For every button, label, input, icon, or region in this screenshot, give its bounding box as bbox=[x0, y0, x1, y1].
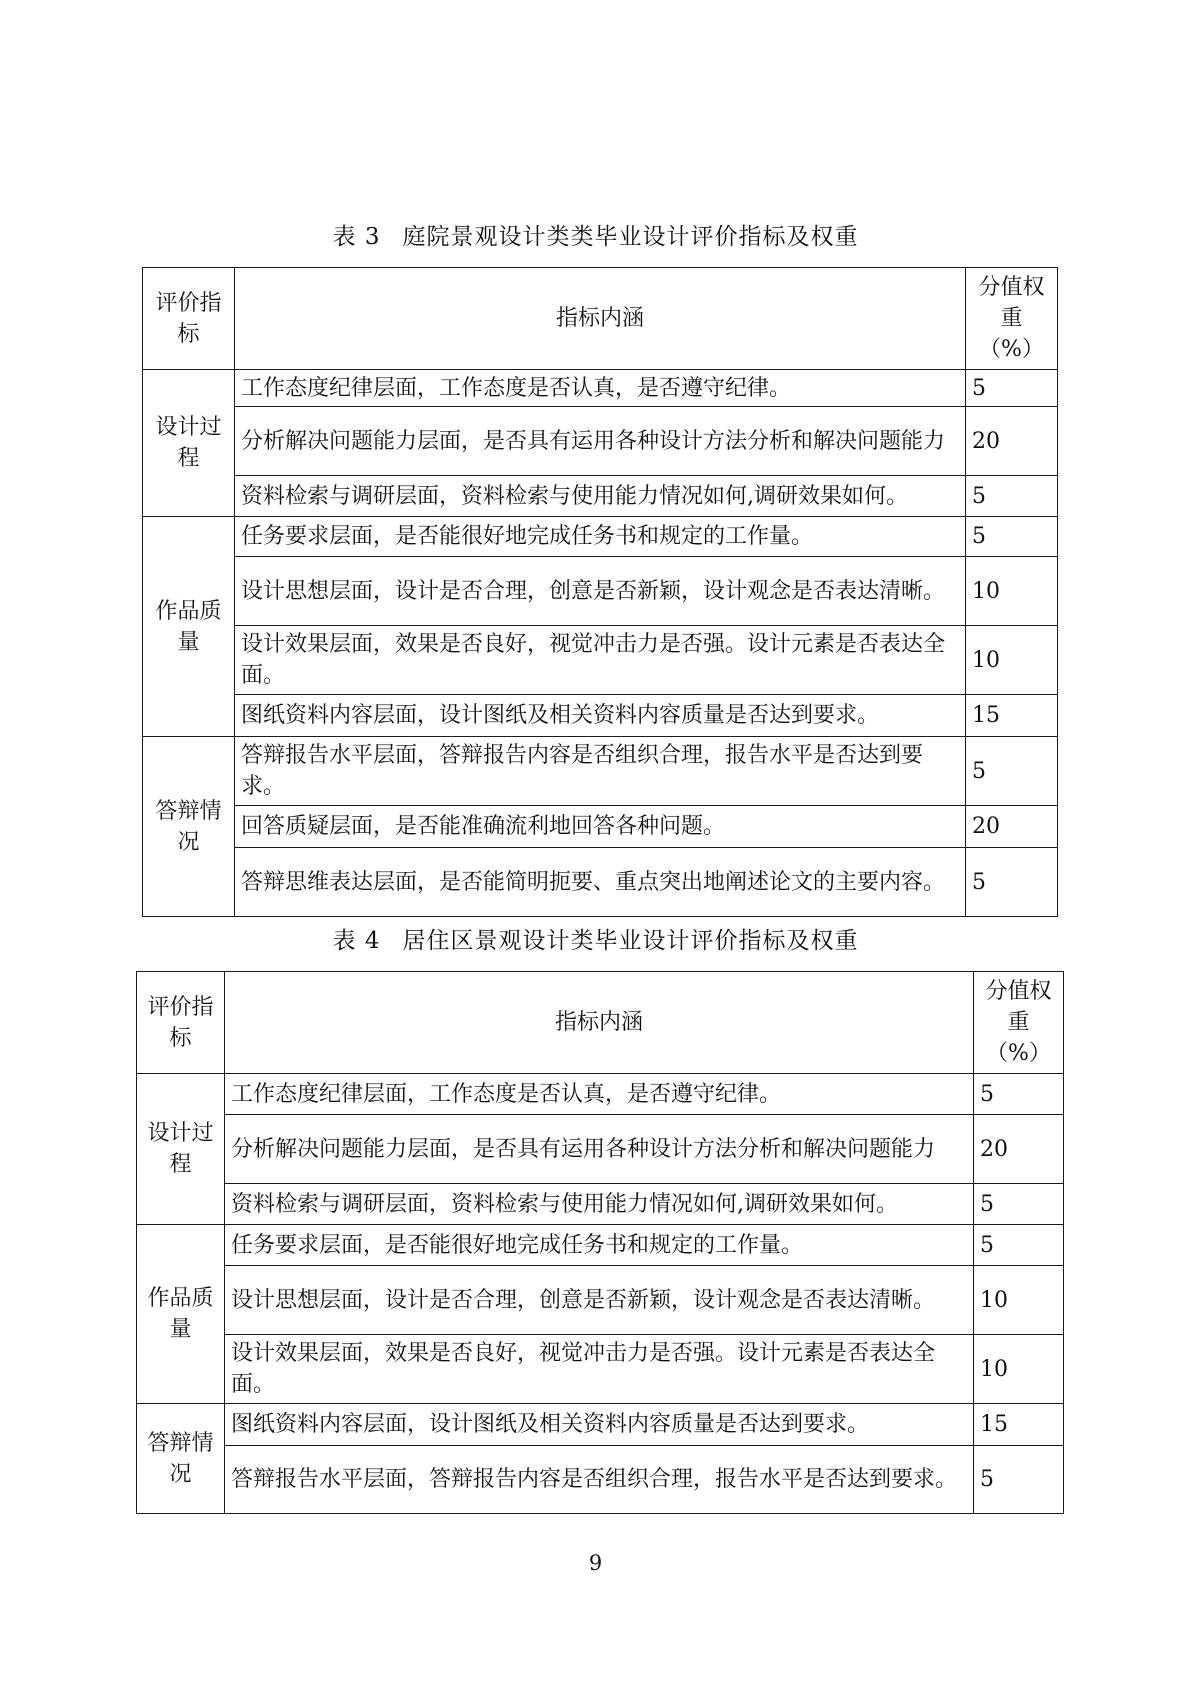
header-content: 指标内涵 bbox=[225, 972, 974, 1074]
weight-cell: 5 bbox=[966, 737, 1058, 806]
table-row bbox=[143, 695, 1058, 737]
content-cell: 答辩报告水平层面，答辩报告内容是否组织合理，报告水平是否达到要求。 bbox=[235, 737, 966, 806]
weight-cell: 10 bbox=[974, 1266, 1064, 1335]
table-row bbox=[143, 370, 1058, 407]
content-cell: 资料检索与调研层面，资料检索与使用能力情况如何,调研效果如何。 bbox=[235, 476, 966, 517]
table-row bbox=[137, 1335, 1064, 1404]
weight-cell: 10 bbox=[974, 1335, 1064, 1404]
weight-cell: 5 bbox=[974, 1074, 1064, 1115]
category-cell: 答辩情 况 bbox=[137, 1404, 225, 1514]
category-cell: 作品质 量 bbox=[137, 1225, 225, 1404]
table-row bbox=[137, 1225, 1064, 1266]
table-3 bbox=[142, 267, 1058, 917]
content-cell: 工作态度纪律层面，工作态度是否认真，是否遵守纪律。 bbox=[235, 370, 966, 407]
header-content: 指标内涵 bbox=[235, 268, 966, 370]
header-weight: 分值权 重 （%） bbox=[974, 972, 1064, 1074]
table-row bbox=[143, 806, 1058, 848]
content-cell: 答辩思维表达层面，是否能简明扼要、重点突出地阐述论文的主要内容。 bbox=[235, 848, 966, 917]
weight-cell: 5 bbox=[974, 1184, 1064, 1225]
header-weight: 分值权 重 （%） bbox=[966, 268, 1058, 370]
weight-cell: 5 bbox=[966, 476, 1058, 517]
table-row bbox=[143, 517, 1058, 557]
content-cell: 答辩报告水平层面，答辩报告内容是否组织合理，报告水平是否达到要求。 bbox=[225, 1446, 974, 1514]
content-cell: 设计效果层面，效果是否良好，视觉冲击力是否强。设计元素是否表达全面。 bbox=[225, 1335, 974, 1404]
weight-cell: 5 bbox=[974, 1446, 1064, 1514]
weight-cell: 10 bbox=[966, 626, 1058, 695]
header-category: 评价指 标 bbox=[137, 972, 225, 1074]
table-3-caption-number: 表 3 bbox=[332, 224, 381, 250]
category-cell: 作品质 量 bbox=[143, 517, 235, 737]
table-row bbox=[143, 476, 1058, 517]
table-3-caption-text: 庭院景观设计类类毕业设计评价指标及权重 bbox=[402, 224, 859, 250]
table-row bbox=[137, 1074, 1064, 1115]
weight-cell: 15 bbox=[974, 1404, 1064, 1446]
category-cell: 设计过 程 bbox=[137, 1074, 225, 1225]
content-cell: 任务要求层面，是否能很好地完成任务书和规定的工作量。 bbox=[235, 517, 966, 557]
table-row bbox=[143, 626, 1058, 695]
table-row bbox=[143, 848, 1058, 917]
content-cell: 任务要求层面，是否能很好地完成任务书和规定的工作量。 bbox=[225, 1225, 974, 1266]
content-cell: 分析解决问题能力层面，是否具有运用各种设计方法分析和解决问题能力 bbox=[235, 407, 966, 476]
table-4-caption-text: 居住区景观设计类毕业设计评价指标及权重 bbox=[402, 928, 859, 954]
content-cell: 工作态度纪律层面，工作态度是否认真，是否遵守纪律。 bbox=[225, 1074, 974, 1115]
table-header-row bbox=[137, 972, 1064, 1074]
content-cell: 图纸资料内容层面，设计图纸及相关资料内容质量是否达到要求。 bbox=[225, 1404, 974, 1446]
table-4 bbox=[136, 971, 1064, 1514]
content-cell: 资料检索与调研层面，资料检索与使用能力情况如何,调研效果如何。 bbox=[225, 1184, 974, 1225]
weight-cell: 5 bbox=[966, 848, 1058, 917]
content-cell: 设计思想层面，设计是否合理，创意是否新颖，设计观念是否表达清晰。 bbox=[235, 557, 966, 626]
table-row bbox=[137, 1184, 1064, 1225]
table-row bbox=[137, 1266, 1064, 1335]
table-row bbox=[137, 1115, 1064, 1184]
content-cell: 图纸资料内容层面，设计图纸及相关资料内容质量是否达到要求。 bbox=[235, 695, 966, 737]
weight-cell: 5 bbox=[966, 517, 1058, 557]
content-cell: 分析解决问题能力层面，是否具有运用各种设计方法分析和解决问题能力 bbox=[225, 1115, 974, 1184]
weight-cell: 10 bbox=[966, 557, 1058, 626]
weight-cell: 5 bbox=[974, 1225, 1064, 1266]
table-row bbox=[143, 737, 1058, 806]
weight-cell: 5 bbox=[966, 370, 1058, 407]
weight-cell: 20 bbox=[966, 806, 1058, 848]
content-cell: 回答质疑层面，是否能准确流利地回答各种问题。 bbox=[235, 806, 966, 848]
table-row bbox=[143, 557, 1058, 626]
header-category: 评价指 标 bbox=[143, 268, 235, 370]
weight-cell: 15 bbox=[966, 695, 1058, 737]
table-3-caption bbox=[0, 222, 1191, 252]
content-cell: 设计效果层面，效果是否良好，视觉冲击力是否强。设计元素是否表达全面。 bbox=[235, 626, 966, 695]
category-cell: 设计过 程 bbox=[143, 370, 235, 517]
page-number: 9 bbox=[588, 1551, 603, 1575]
table-row bbox=[137, 1404, 1064, 1446]
table-4-caption bbox=[0, 926, 1191, 956]
table-4-caption-number: 表 4 bbox=[332, 928, 381, 954]
weight-cell: 20 bbox=[974, 1115, 1064, 1184]
weight-cell: 20 bbox=[966, 407, 1058, 476]
table-row bbox=[143, 407, 1058, 476]
table-header-row bbox=[143, 268, 1058, 370]
content-cell: 设计思想层面，设计是否合理，创意是否新颖，设计观念是否表达清晰。 bbox=[225, 1266, 974, 1335]
category-cell: 答辩情 况 bbox=[143, 737, 235, 917]
table-row bbox=[137, 1446, 1064, 1514]
